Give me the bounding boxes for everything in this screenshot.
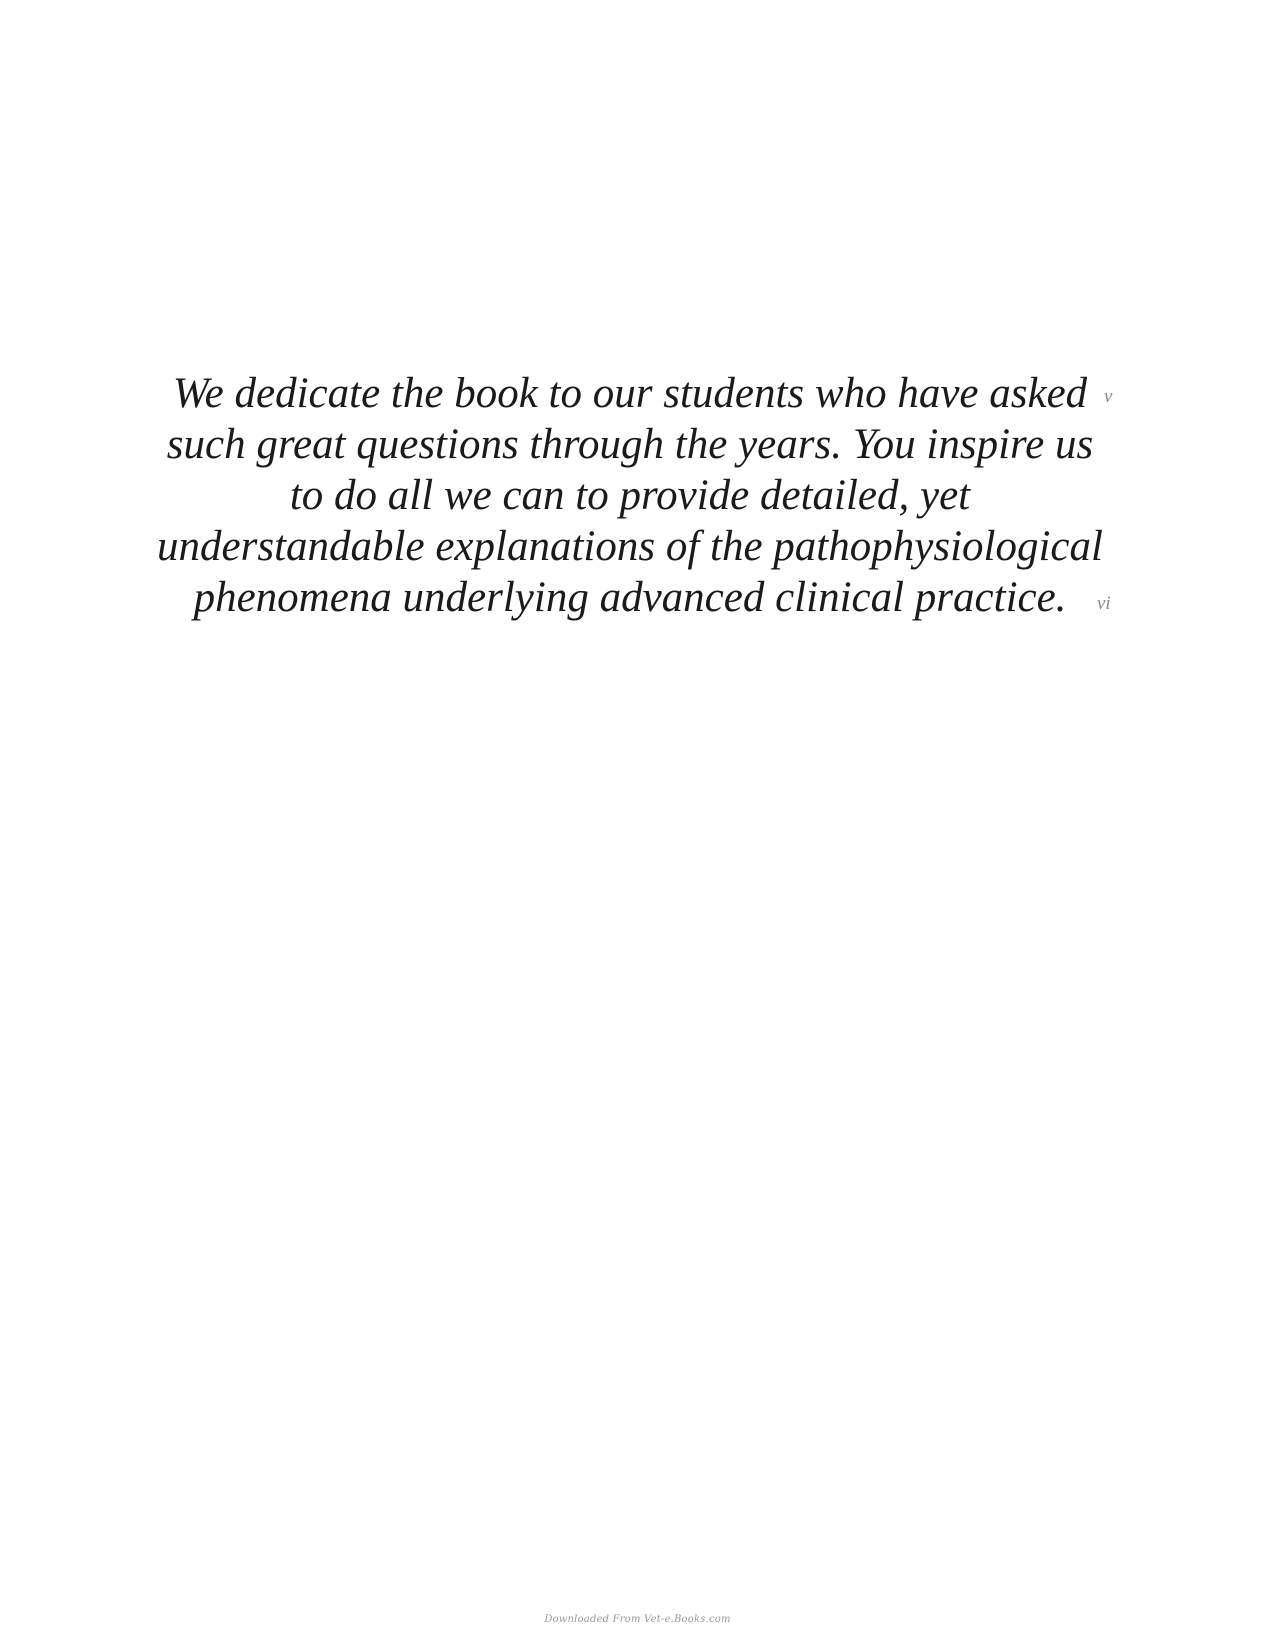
page-marker-vi: vi xyxy=(1097,593,1111,614)
dedication-text xyxy=(130,368,1130,623)
page-marker-v: v xyxy=(1104,386,1113,407)
dedication-line: phenomena underlying advanced clinical practice. xyxy=(193,574,1067,621)
dedication-line: to do all we can to provide detailed, yet xyxy=(289,472,971,519)
dedication-line: We dedicate the book to our students who have asked xyxy=(172,370,1088,417)
dedication-line: such great questions through the years. You inspire us xyxy=(166,421,1094,468)
dedication-line: understandable explanations of the pathophysiological xyxy=(157,523,1103,570)
download-watermark: Downloaded From Vet-e.Books.com xyxy=(544,1614,731,1625)
